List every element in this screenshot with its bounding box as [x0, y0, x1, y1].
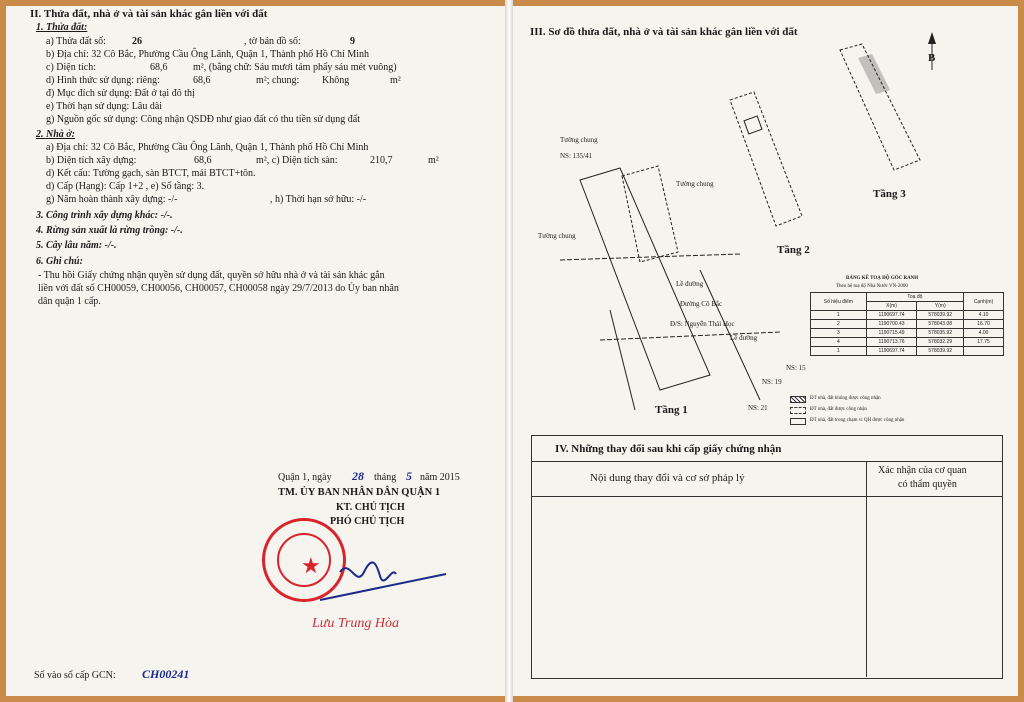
table-row: 2 1190700.43 578043.08 16.70: [811, 320, 1004, 329]
table-row: 1 1190697.74 578039.92 4.10: [811, 311, 1004, 320]
land-header: 1. Thửa đất:: [36, 22, 88, 33]
item-4: 4. Rừng sản xuất là rừng trồng: -/-.: [36, 225, 183, 236]
changes-col-2-line-1: Xác nhận của cơ quan: [878, 465, 967, 476]
legend-swatch-3: [790, 418, 806, 425]
table-row: 1 1190697.74 578039.92: [811, 347, 1004, 356]
wall-label-2: Tường chung: [676, 180, 714, 188]
alley-label-1: Lề đường: [676, 280, 704, 288]
note-line-3: dân quận 1 cấp.: [38, 296, 101, 307]
land-area-label: c) Diện tích:: [46, 62, 96, 73]
floor-2-label: Tầng 2: [777, 244, 810, 256]
land-term: e) Thời hạn sử dụng: Lâu dài: [46, 101, 163, 112]
house-floor-area-value: 210,7: [370, 155, 393, 166]
signer-name: Lưu Trung Hòa: [312, 616, 399, 631]
ns-21: NS: 21: [748, 404, 768, 412]
north-label: B: [928, 52, 936, 64]
section-4-title: IV. Những thay đổi sau khi cấp giấy chứng nhận: [555, 443, 782, 455]
street-sub: Đ/S: Nguyễn Thái Học: [670, 320, 735, 328]
legend-swatch-2: [790, 407, 806, 414]
coord-table-title: BẢNG KÊ TOẠ ĐỘ GÓC RANH: [846, 276, 919, 281]
sign-year: năm 2015: [420, 472, 460, 483]
th-point: Số hiệu điểm: [811, 293, 867, 311]
floor-3-label: Tầng 3: [873, 188, 906, 200]
sign-date-prefix: Quận 1, ngày: [278, 472, 332, 483]
sign-role: PHÓ CHỦ TỊCH: [330, 516, 405, 527]
house-completion-year: g) Năm hoàn thành xây dựng: -/-: [46, 194, 178, 205]
item-6: 6. Ghi chú:: [36, 256, 83, 267]
changes-col-2-line-2: có thẩm quyền: [898, 479, 957, 490]
land-purpose: đ) Mục đích sử dụng: Đất ở tại đô thị: [46, 88, 195, 99]
th-x: X(m): [866, 302, 917, 311]
wall-label-3: Tường chung: [538, 232, 576, 240]
section-2-title: II. Thửa đất, nhà ở và tài sản khác gắn liền với đất: [30, 8, 268, 20]
note-line-1: - Thu hồi Giấy chứng nhận quyền sử dụng đất, quyền sở hữu nhà ở và tài sản khác gắn: [38, 270, 385, 281]
table-row: 4 1190713.76 578032.29 17.75: [811, 338, 1004, 347]
house-address: a) Địa chỉ: 32 Cô Bắc, Phường Cầu Ông Lãnh, Quận 1, Thành phố Hồ Chí Minh: [46, 142, 369, 153]
house-grade: d) Cấp (Hạng): Cấp 1+2 , e) Số tầng: 3.: [46, 181, 205, 192]
map-sheet-label: , tờ bản đồ số:: [244, 36, 301, 47]
land-area-value: 68,6: [150, 62, 168, 73]
land-number-value: 26: [132, 36, 142, 47]
th-coord: Toạ độ: [866, 293, 963, 302]
registry-value: CH00241: [142, 667, 190, 681]
registry-label: Số vào sổ cấp GCN:: [34, 670, 116, 681]
th-edge: Cạnh(m): [964, 293, 1004, 311]
sign-kt: KT. CHỦ TỊCH: [336, 502, 405, 513]
land-area-words: m², (bằng chữ: Sáu mươi tám phẩy sáu mét vuông): [193, 62, 397, 73]
ns-top: NS: 135/41: [560, 152, 593, 160]
house-ownership-term: , h) Thời hạn sở hữu: -/-: [270, 194, 367, 205]
coord-table-subtitle: Theo hệ toạ độ Nhà Nước VN-2000: [836, 284, 908, 289]
table-row: 3 1190715.49 578035.92 4.00: [811, 329, 1004, 338]
usage-common-unit: m²: [390, 75, 401, 86]
changes-col-1: Nội dung thay đổi và cơ sở pháp lý: [590, 472, 745, 484]
sign-month-label: tháng: [374, 472, 397, 483]
book-spine: [505, 0, 513, 702]
house-structure: d) Kết cấu: Tường gạch, sàn BTCT, mái BTCT+tôn.: [46, 168, 256, 179]
wall-label-1: Tường chung: [560, 136, 598, 144]
legend-swatch-1: [790, 396, 806, 403]
house-floor-area-label: m², c) Diện tích sàn:: [256, 155, 338, 166]
house-header: 2. Nhà ở:: [36, 129, 75, 140]
item-3: 3. Công trình xây dựng khác: -/-.: [36, 210, 173, 221]
coordinate-table: [810, 292, 1004, 356]
site-plan-diagram: [540, 30, 1010, 430]
usage-private-value: 68,6: [193, 75, 211, 86]
legend-3: ĐT nhà, đất trong chạm vi QH được công nhận: [810, 418, 905, 423]
house-build-area-label: b) Diện tích xây dựng:: [46, 155, 137, 166]
legend-1: ĐT nhà, đất không được công nhận: [810, 396, 881, 401]
land-number-label: a) Thửa đất số:: [46, 36, 106, 47]
sign-month: 5: [406, 469, 412, 483]
usage-common-value: Không: [322, 75, 350, 86]
legend-2: ĐT nhà, đất được công nhận: [810, 407, 867, 412]
item-5: 5. Cây lâu năm: -/-.: [36, 240, 117, 251]
usage-common-label: m²; chung:: [256, 75, 300, 86]
land-address: b) Địa chỉ: 32 Cô Bắc, Phường Cầu Ông Lãnh, Quận 1, Thành phố Hồ Chí Minh: [46, 49, 369, 60]
handwritten-signature: [300, 548, 450, 608]
land-origin: g) Nguồn gốc sử dụng: Công nhận QSDĐ như giao đất có thu tiền sử dụng đất: [46, 114, 361, 125]
house-floor-area-unit: m²: [428, 155, 439, 166]
star-emblem-icon: ★: [301, 554, 321, 579]
section-3-title: III. Sơ đồ thửa đất, nhà ở và tài sản khác gắn liền với đất: [530, 26, 798, 38]
usage-form-label: d) Hình thức sử dụng: riêng:: [46, 75, 160, 86]
th-y: Y(m): [917, 302, 964, 311]
sign-day: 28: [352, 469, 364, 483]
ns-19: NS: 19: [762, 378, 782, 386]
map-sheet-value: 9: [350, 36, 355, 47]
alley-label-2: Lề đường: [730, 334, 758, 342]
street-main: Đường Cô Bắc: [680, 300, 723, 308]
house-build-area-value: 68,6: [194, 155, 212, 166]
sign-organization: TM. ỦY BAN NHÂN DÂN QUẬN 1: [278, 487, 441, 498]
ns-15: NS: 15: [786, 364, 806, 372]
floor-1-label: Tầng 1: [655, 404, 688, 416]
note-line-2: liền với đất số CH00059, CH00056, CH00057, CH00058 ngày 29/7/2013 do Ủy ban nhân: [38, 283, 399, 294]
